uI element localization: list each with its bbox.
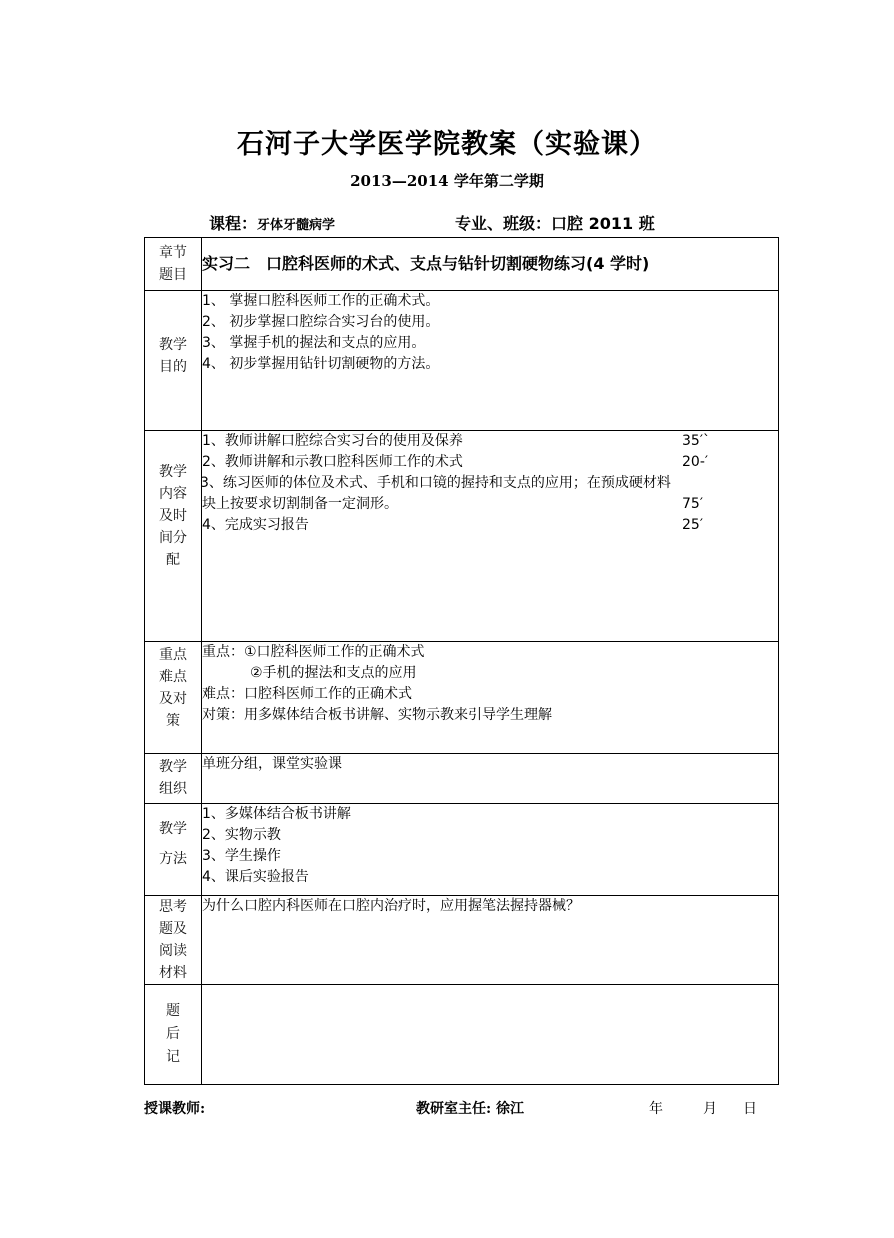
organization-content: 单班分组，课堂实验课 (202, 754, 779, 804)
objective-item: 2、 初步掌握口腔综合实习台的使用。 (202, 314, 440, 330)
term-subtitle: 2013—2014 学年第二学期 (350, 172, 544, 190)
row-content (145, 431, 779, 642)
content-item: 1、教师讲解口腔综合实习台的使用及保养 35′` (202, 431, 778, 452)
class-info (455, 211, 655, 234)
course-info (209, 211, 335, 234)
content-time: 25′ (682, 517, 703, 533)
course-label: 课程： (209, 214, 258, 233)
footer-year: 年 (649, 1101, 663, 1117)
chapter-title: 实习二 口腔科医师的术式、支点与钻针切割硬物练习(4 学时) (202, 238, 779, 291)
content-item: 4、完成实习报告 25′ (202, 515, 778, 536)
row-chapter (145, 238, 779, 291)
content-item: 块上按要求切割制备一定洞形。 75′ (202, 494, 778, 515)
label-objectives: 教学目的 (145, 291, 202, 431)
key-point-item: 难点：口腔科医师工作的正确术式 (202, 686, 412, 702)
page-title: 石河子大学医学院教案（实验课） (237, 129, 657, 160)
key-point-item: 对策：用多媒体结合板书讲解、实物示教来引导学生理解 (202, 707, 552, 723)
objective-item: 4、 初步掌握用钻针切割硬物的方法。 (202, 356, 440, 372)
content-time: 20-′ (682, 454, 709, 470)
footer-teacher: 授课教师: (144, 1101, 206, 1117)
label-key-points: 重点难点及对策 (145, 642, 202, 754)
method-item: 1、多媒体结合板书讲解 (202, 806, 351, 822)
label-content: 教学内容及时间分配 (145, 431, 202, 642)
key-point-item: ②手机的握法和支点的应用 (250, 665, 417, 681)
content-time: 35′` (682, 433, 710, 449)
class-name: 口腔 2011 班 (551, 214, 655, 233)
footer-director: 教研室主任: 徐江 (416, 1101, 525, 1117)
row-methods (145, 804, 779, 896)
course-name: 牙体牙髓病学 (257, 218, 336, 233)
method-item: 3、学生操作 (202, 848, 281, 864)
content-items (202, 431, 779, 642)
row-key-points (145, 642, 779, 754)
class-label: 专业、班级： (455, 214, 552, 233)
afterword-content (202, 985, 779, 1085)
label-organization: 教学组织 (145, 754, 202, 804)
objectives-content (202, 291, 779, 431)
key-point-item: 重点：①口腔科医师工作的正确术式 (202, 644, 425, 660)
footer-day: 日 (743, 1101, 757, 1117)
label-chapter: 章节题目 (145, 238, 202, 291)
content-item: 3、练习医师的体位及术式、手机和口镜的握持和支点的应用；在预成硬材料 (200, 475, 671, 491)
objective-item: 1、 掌握口腔科医师工作的正确术式。 (202, 293, 440, 309)
reading-content: 为什么口腔内科医师在口腔内治疗时，应用握笔法握持器械？ (202, 896, 779, 985)
row-objectives (145, 291, 779, 431)
method-item: 4、课后实验报告 (202, 869, 309, 885)
row-organization (145, 754, 779, 804)
content-time: 75′ (682, 496, 703, 512)
label-afterword: 题后记 (145, 985, 202, 1085)
lesson-plan-table (144, 237, 779, 1085)
key-points-content (202, 642, 779, 754)
row-afterword (145, 985, 779, 1085)
label-methods: 教学方法 (145, 804, 202, 896)
method-item: 2、实物示教 (202, 827, 281, 843)
content-item: 2、教师讲解和示教口腔科医师工作的术式 20-′ (202, 452, 778, 473)
footer-month: 月 (703, 1101, 717, 1117)
label-reading: 思考题及阅读材料 (145, 896, 202, 985)
objective-item: 3、 掌握手机的握法和支点的应用。 (202, 335, 426, 351)
methods-content (202, 804, 779, 896)
row-reading (145, 896, 779, 985)
